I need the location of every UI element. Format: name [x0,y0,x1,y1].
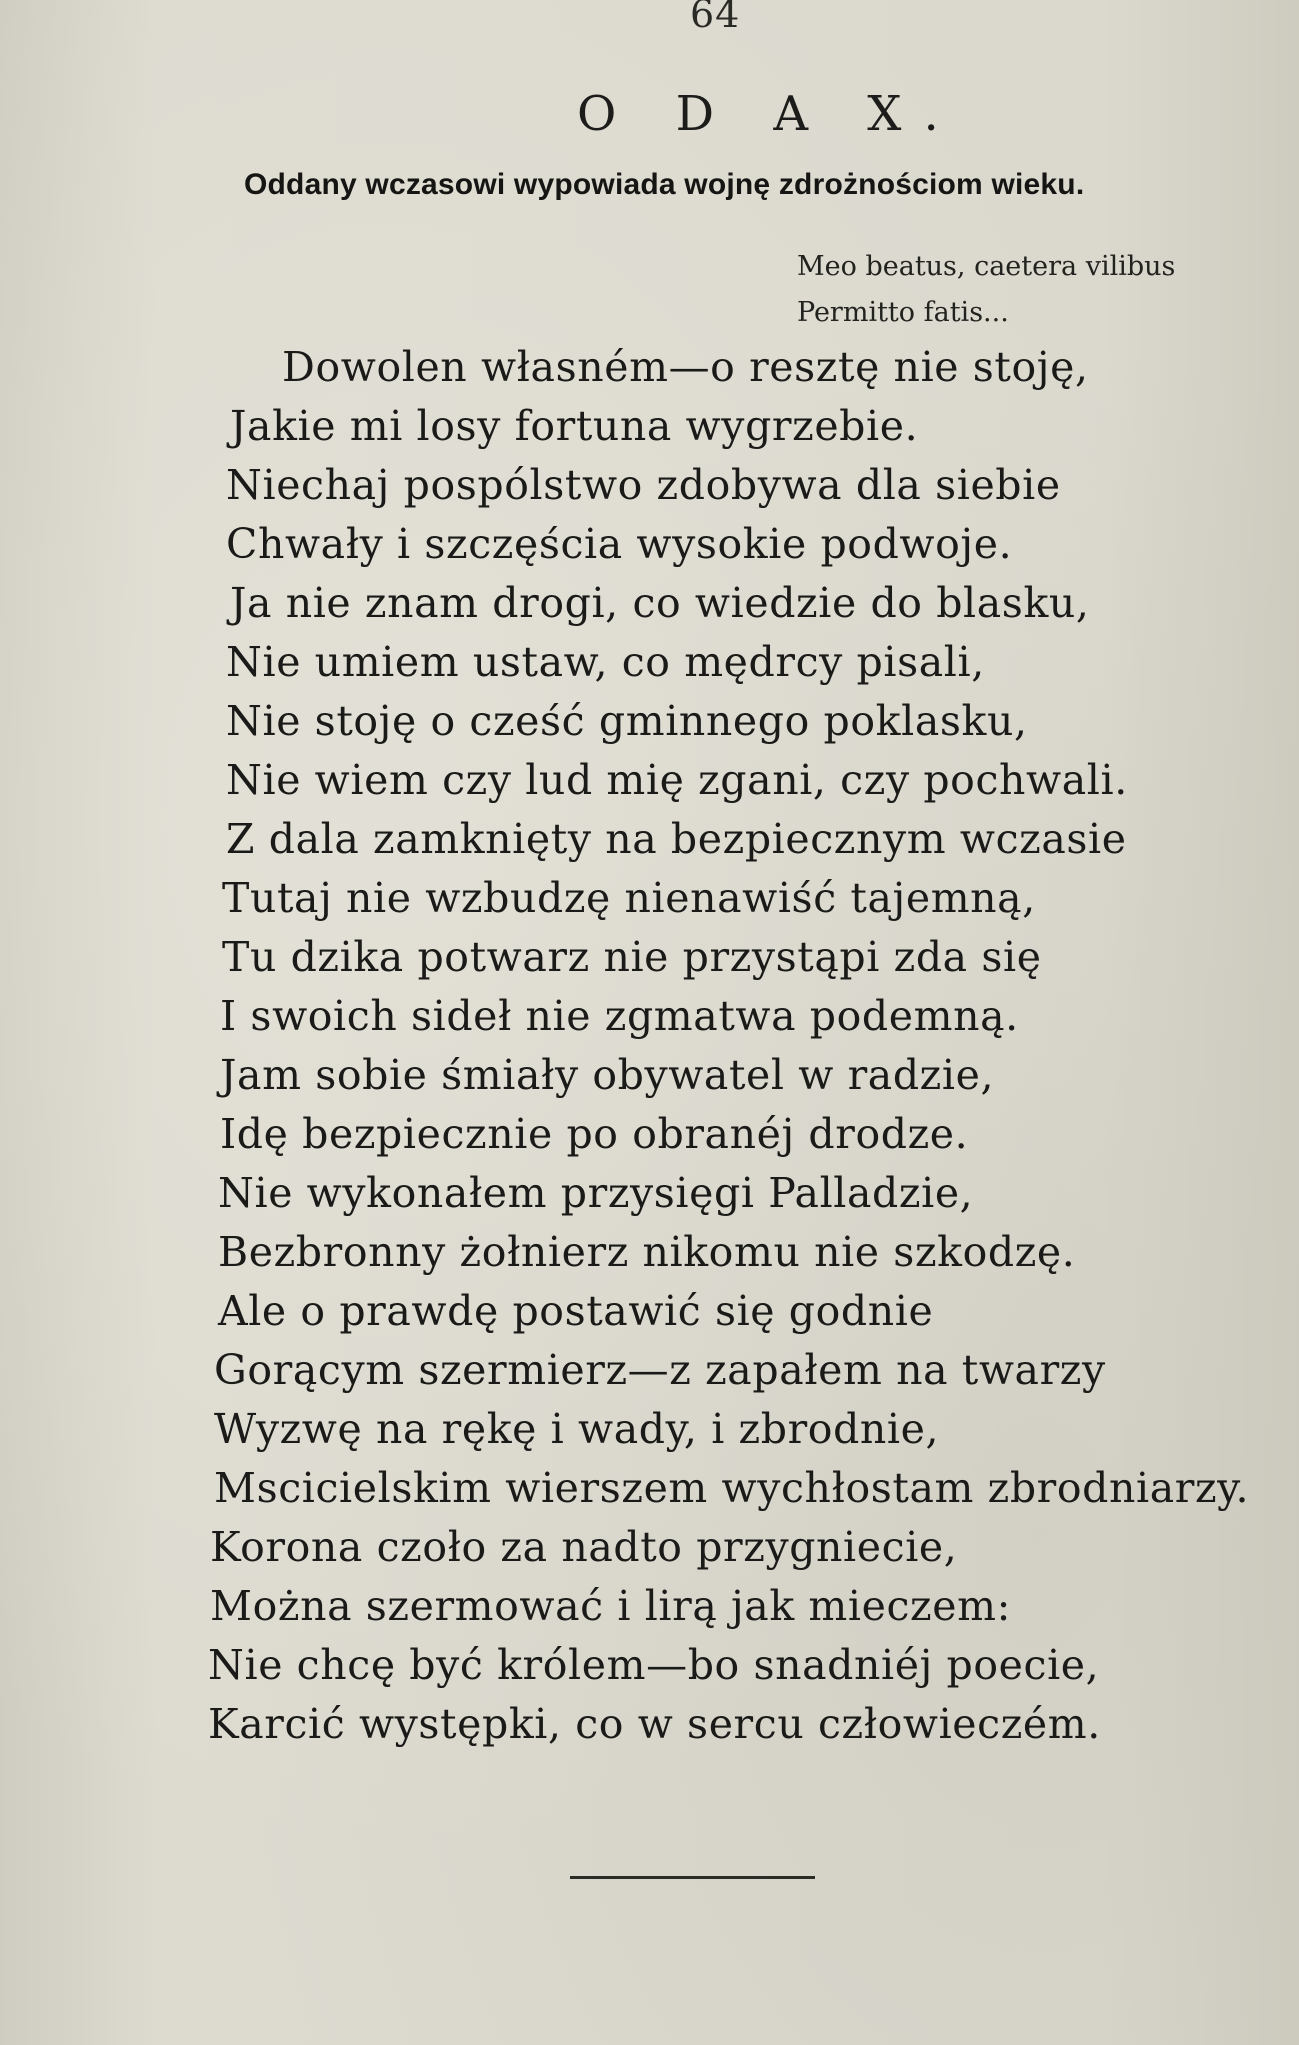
poem-line: Nie umiem ustaw, co mędrcy pisali, [226,638,985,686]
poem-line: Nie chcę być królem—bo snadniéj poecie, [208,1641,1100,1689]
poem-line: Jakie mi losy fortuna wygrzebie. [230,402,919,450]
poem-title: O D A X. [577,86,961,142]
poem-line: Jam sobie śmiały obywatel w radzie, [220,1051,995,1099]
epigraph-line: Meo beatus, caetera vilibus [797,251,1176,282]
epigraph-line: Permitto fatis... [797,297,1009,328]
poem-line: Tutaj nie wzbudzę nienawiść tajemną, [222,874,1036,922]
poem-body [208,338,1249,1754]
poem-line: Idę bezpiecznie po obranéj drodze. [220,1110,969,1158]
poem-line: Korona czoło za nadto przygniecie, [210,1523,958,1571]
section-end-rule [570,1876,815,1879]
poem-line: Nie wykonałem przysięgi Palladzie, [218,1169,974,1217]
poem-line: Nie stoję o cześć gminnego poklasku, [226,697,1028,745]
poem-line: Nie wiem czy lud mię zgani, czy pochwali. [226,756,1128,804]
poem-line: Można szermować i lirą jak mieczem: [210,1582,1012,1630]
poem-line: Ja nie znam drogi, co wiedzie do blasku, [230,579,1090,627]
poem-subtitle: Oddany wczasowi wypowiada wojnę zdrożnościom wieku. [244,168,1085,201]
poem-line: Dowolen własném—o resztę nie stoję, [282,343,1089,391]
poem-line: Karcić występki, co w sercu człowieczém. [208,1700,1101,1748]
poem-line: Tu dzika potwarz nie przystąpi zda się [222,933,1042,981]
poem-line: Mscicielskim wierszem wychłostam zbrodniarzy. [214,1464,1250,1512]
poem-line: Niechaj pospólstwo zdobywa dla siebie [226,461,1061,509]
epigraph [797,244,1175,336]
poem-line: Gorącym szermierz—z zapałem na twarzy [214,1346,1106,1394]
poem-line: Chwały i szczęścia wysokie podwoje. [226,520,1013,568]
poem-line: Bezbronny żołnierz nikomu nie szkodzę. [218,1228,1076,1276]
poem-line: I swoich sideł nie zgmatwa podemną. [220,992,1019,1040]
page-number: 64 [690,0,741,36]
poem-line: Z dala zamknięty na bezpiecznym wczasie [226,815,1127,863]
poem-line: Ale o prawdę postawić się godnie [218,1287,934,1335]
poem-line: Wyzwę na rękę i wady, i zbrodnie, [214,1405,940,1453]
